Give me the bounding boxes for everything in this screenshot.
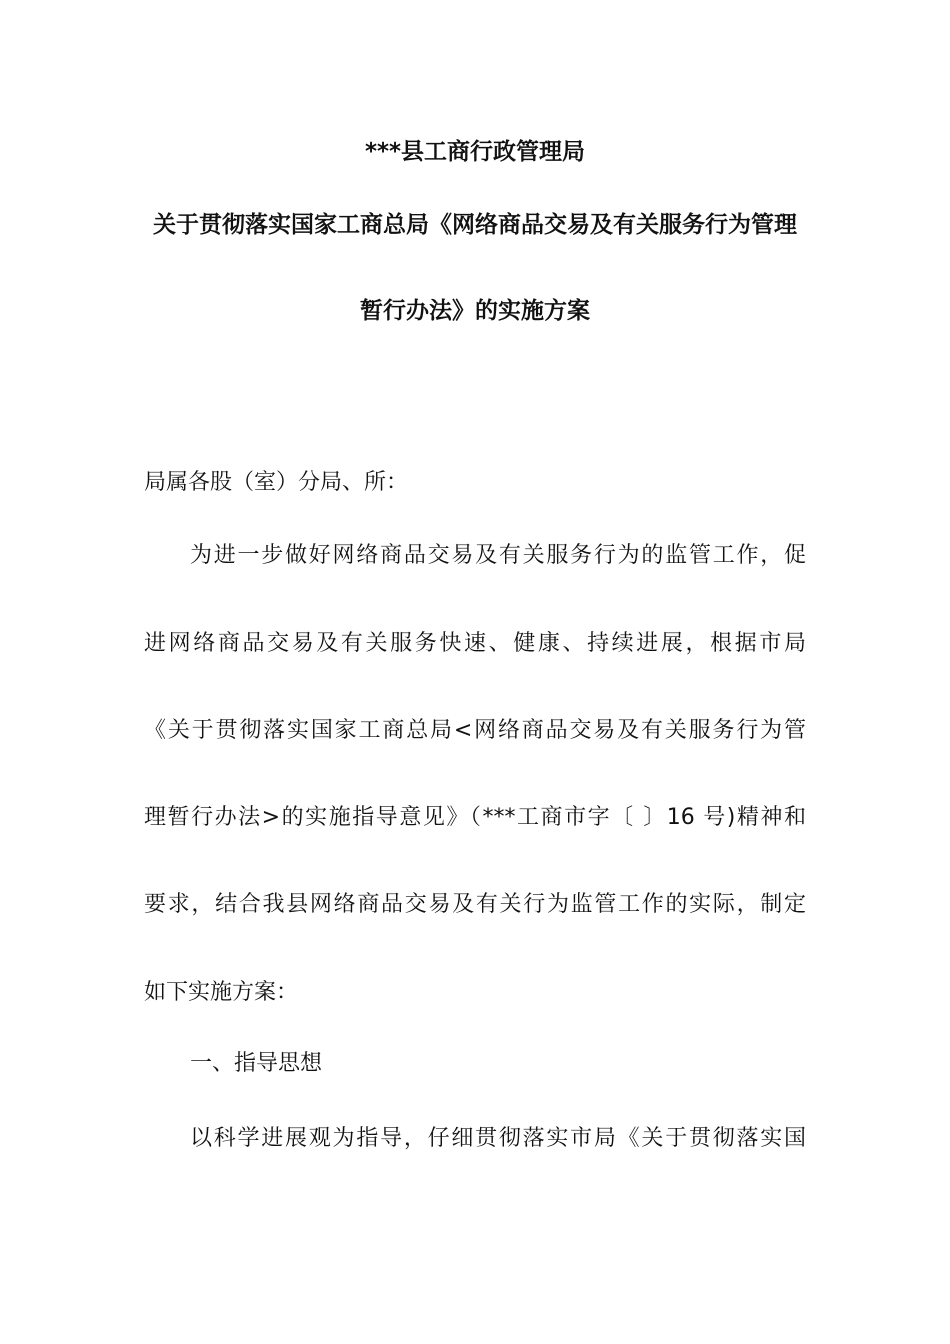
section-paragraph-line: 以科学进展观为指导，仔细贯彻落实市局《关于贯彻落实国	[190, 1126, 806, 1151]
section-heading: 一、指导思想	[190, 1051, 323, 1076]
salutation: 局属各股（室）分局、所：	[144, 470, 409, 495]
document-title-agency: ***县工商行政管理局	[364, 139, 586, 165]
document-title-line-1: 关于贯彻落实国家工商总局《网络商品交易及有关服务行为管理	[153, 212, 797, 238]
paragraph-line: 理暂行办法>的实施指导意见》（***工商市字〔 〕16 号)精神和	[144, 805, 806, 830]
paragraph-line: 《关于贯彻落实国家工商总局<网络商品交易及有关服务行为管	[144, 718, 806, 743]
paragraph-line-last: 如下实施方案：	[144, 980, 299, 1005]
paragraph-line: 要求，结合我县网络商品交易及有关行为监管工作的实际，制定	[144, 892, 806, 917]
document-title-line-2: 暂行办法》的实施方案	[360, 298, 590, 324]
paragraph-line: 为进一步做好网络商品交易及有关服务行为的监管工作，促	[190, 543, 806, 568]
paragraph-line: 进网络商品交易及有关服务快速、健康、持续进展，根据市局	[144, 631, 806, 656]
